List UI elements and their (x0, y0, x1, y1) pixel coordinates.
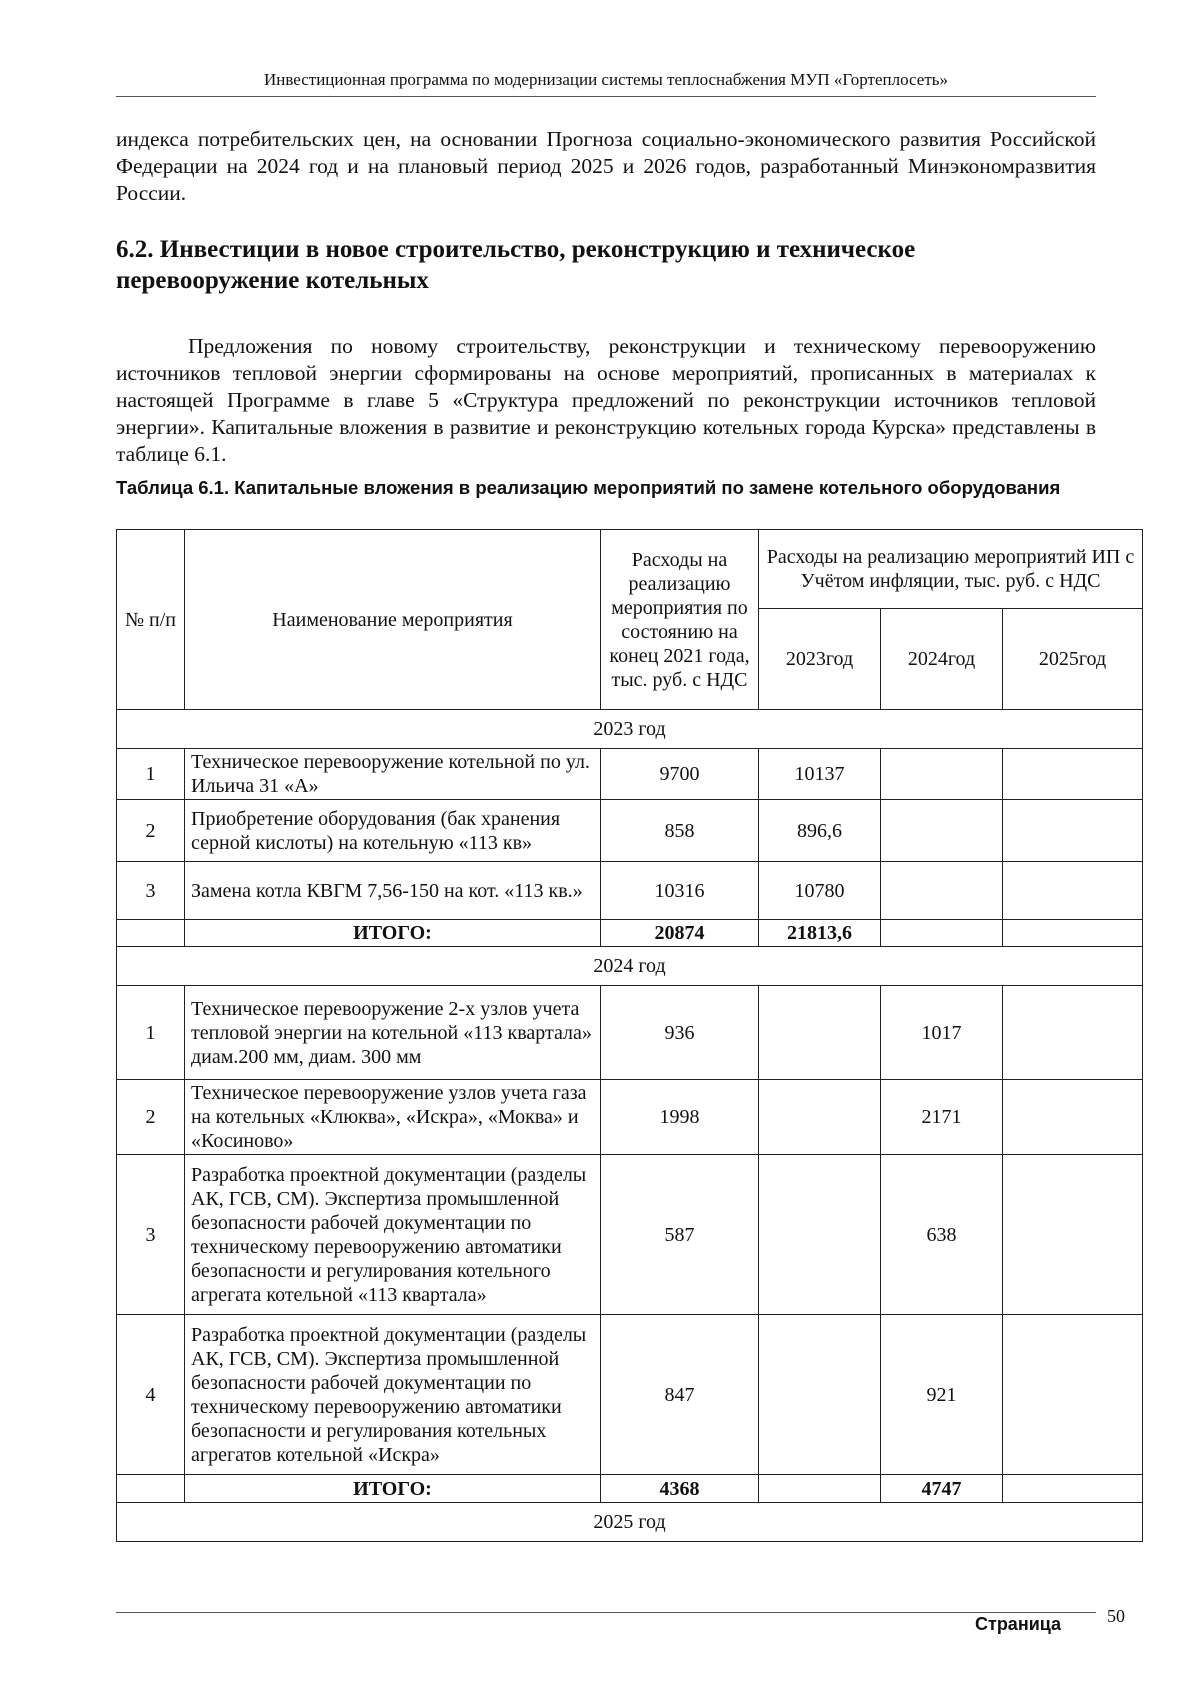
total-empty-cell (117, 1475, 185, 1503)
table-row (117, 1155, 1143, 1315)
row-year-2024: 921 (881, 1315, 1003, 1475)
capital-investment-table (116, 529, 1143, 1542)
section-heading: 6.2. Инвестиции в новое строительство, реконструкцию и техническое перевооружение котельных (116, 236, 916, 294)
row-year-2024: 1017 (881, 986, 1003, 1080)
total-cost-2021: 4368 (601, 1475, 759, 1503)
row-name: Техническое перевооружение котельной по ул. Ильича 31 «А» (185, 749, 601, 800)
total-year-2023: 21813,6 (759, 920, 881, 947)
total-label: ИТОГО: (185, 920, 601, 947)
row-cost-2021: 858 (601, 800, 759, 862)
row-number: 4 (117, 1315, 185, 1475)
row-name: Разработка проектной документации (разделы АК, ГСВ, СМ). Экспертиза промышленной безопасности рабочей документации по техническому перевооружению автоматики безопасности и регулирования котельных агрегатов котельной «Искра» (185, 1315, 601, 1475)
row-year-2025 (1003, 862, 1143, 920)
footer-divider (116, 1612, 1096, 1613)
row-year-2024: 2171 (881, 1080, 1003, 1155)
row-year-2023 (759, 1315, 881, 1475)
row-year-2023: 10137 (759, 749, 881, 800)
total-cost-2021: 20874 (601, 920, 759, 947)
row-year-2025 (1003, 749, 1143, 800)
table-row (117, 1315, 1143, 1475)
row-cost-2021: 587 (601, 1155, 759, 1315)
row-cost-2021: 1998 (601, 1080, 759, 1155)
section-title: 2024 год (117, 947, 1143, 986)
row-year-2023: 896,6 (759, 800, 881, 862)
row-year-2025 (1003, 800, 1143, 862)
row-year-2025 (1003, 1080, 1143, 1155)
row-year-2024: 638 (881, 1155, 1003, 1315)
row-year-2024 (881, 749, 1003, 800)
row-number: 2 (117, 800, 185, 862)
row-year-2024 (881, 800, 1003, 862)
table-row (117, 749, 1143, 800)
table-row (117, 1080, 1143, 1155)
header-year-2024: 2024год (881, 609, 1003, 710)
row-cost-2021: 10316 (601, 862, 759, 920)
row-year-2023 (759, 1155, 881, 1315)
header-cost-inflation: Расходы на реализацию мероприятий ИП с Учётом инфляции, тыс. руб. с НДС (759, 530, 1143, 609)
section-row (117, 1503, 1143, 1542)
total-year-2024: 4747 (881, 1475, 1003, 1503)
section-row (117, 947, 1143, 986)
intro-paragraph: индекса потребительских цен, на основании Прогноза социально-экономического развития Российской Федерации на 2024 год и на плановый период 2025 и 2026 годов, разработанный Минэкономразвития России. (116, 127, 1096, 205)
total-year-2024 (881, 920, 1003, 947)
total-row (117, 1475, 1143, 1503)
footer-page-number: 50 (1107, 1606, 1125, 1626)
header-year-2023: 2023год (759, 609, 881, 710)
total-year-2025 (1003, 1475, 1143, 1503)
header-cost-2021: Расходы на реализацию мероприятия по состоянию на конец 2021 года, тыс. руб. с НДС (601, 530, 759, 710)
row-number: 3 (117, 862, 185, 920)
row-name: Техническое перевооружение 2-х узлов учета тепловой энергии на котельной «113 квартала» диам.200 мм, диам. 300 мм (185, 986, 601, 1080)
row-name: Приобретение оборудования (бак хранения серной кислоты) на котельную «113 кв» (185, 800, 601, 862)
row-number: 1 (117, 749, 185, 800)
row-name: Замена котла КВГМ 7,56-150 на кот. «113 кв.» (185, 862, 601, 920)
row-number: 2 (117, 1080, 185, 1155)
row-year-2023 (759, 986, 881, 1080)
total-empty-cell (117, 920, 185, 947)
total-label: ИТОГО: (185, 1475, 601, 1503)
section-title: 2025 год (117, 1503, 1143, 1542)
table-row (117, 862, 1143, 920)
header-num: № п/п (117, 530, 185, 710)
section-row (117, 710, 1143, 749)
row-name: Разработка проектной документации (разделы АК, ГСВ, СМ). Экспертиза промышленной безопасности рабочей документации по техническому перевооружению автоматики безопасности и регулирования котельного агрегата котельной «113 квартала» (185, 1155, 601, 1315)
section-title: 2023 год (117, 710, 1143, 749)
header-name: Наименование мероприятия (185, 530, 601, 710)
row-year-2023 (759, 1080, 881, 1155)
row-name: Техническое перевооружение узлов учета газа на котельных «Клюква», «Искра», «Моква» и «Косиново» (185, 1080, 601, 1155)
total-year-2025 (1003, 920, 1143, 947)
table-caption: Таблица 6.1. Капитальные вложения в реализацию мероприятий по замене котельного оборудования (116, 477, 1061, 498)
table-row (117, 800, 1143, 862)
total-year-2023 (759, 1475, 881, 1503)
row-cost-2021: 936 (601, 986, 759, 1080)
row-cost-2021: 847 (601, 1315, 759, 1475)
row-year-2025 (1003, 1155, 1143, 1315)
row-year-2023: 10780 (759, 862, 881, 920)
row-number: 1 (117, 986, 185, 1080)
page-header: Инвестиционная программа по модернизации системы теплоснабжения МУП «Гортеплосеть» (116, 70, 1096, 97)
row-cost-2021: 9700 (601, 749, 759, 800)
row-year-2024 (881, 862, 1003, 920)
body-paragraph: Предложения по новому строительству, реконструкции и техническому перевооружению источников тепловой энергии сформированы на основе мероприятий, прописанных в материалах к настоящей Программе в главе 5 «Структура предложений по реконструкции источников тепловой энергии». Капитальные вложения в развитие и реконструкцию котельных города Курска» представлены в таблице 6.1. (116, 334, 1096, 466)
footer-page-label: Страница (975, 1614, 1062, 1634)
total-row (117, 920, 1143, 947)
header-year-2025: 2025год (1003, 609, 1143, 710)
row-number: 3 (117, 1155, 185, 1315)
row-year-2025 (1003, 986, 1143, 1080)
table-row (117, 986, 1143, 1080)
row-year-2025 (1003, 1315, 1143, 1475)
